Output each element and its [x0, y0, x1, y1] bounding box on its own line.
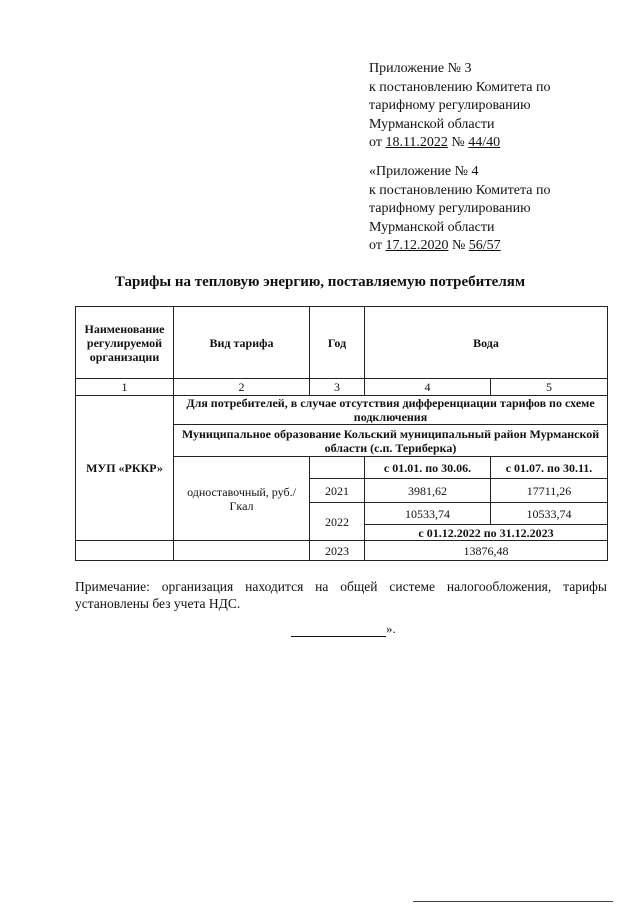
year-cell: 2022 [310, 503, 365, 541]
header-tariff-type: Вид тарифа [174, 307, 310, 379]
col-number: 2 [174, 379, 310, 396]
col-number: 1 [76, 379, 174, 396]
document-title: Тарифы на тепловую энергию, поставляемую потребителям [114, 274, 526, 290]
empty-cell [174, 541, 310, 561]
value-cell: 13876,48 [365, 541, 608, 561]
appendix-4-date-line [369, 237, 619, 256]
date-prefix: от [369, 135, 382, 150]
appendix-3-date: 18.11.2022 [385, 135, 448, 150]
closing-quote: ». [386, 621, 396, 636]
empty-year-cell [310, 457, 365, 479]
appendix-3-number: 44/40 [468, 135, 501, 150]
value-cell: 10533,74 [491, 503, 608, 525]
municipality-cell: Муниципальное образование Кольский муниципальный район Мурманской области (с.п. Териберка) [174, 425, 608, 457]
number-sign: № [451, 135, 465, 150]
column-number-row [76, 379, 608, 396]
date-prefix: от [369, 238, 382, 253]
number-sign: № [451, 238, 466, 253]
org-name-cell: МУП «РККР» [76, 396, 174, 541]
appendix-4-header [369, 163, 619, 256]
empty-cell [76, 541, 174, 561]
closing-mark [291, 621, 396, 637]
year-cell: 2023 [310, 541, 365, 561]
footer-line [413, 901, 613, 902]
year-cell: 2021 [310, 479, 365, 503]
period-2: с 01.07. по 30.11. [491, 457, 608, 479]
col-number: 3 [310, 379, 365, 396]
note-line-2: установлены без учета НДС. [75, 596, 241, 611]
consumers-row [76, 396, 608, 425]
appendix-4-date: 17.12.2020 [385, 238, 449, 253]
appendix-3-line3: тарифному регулированию [369, 98, 531, 113]
closing-underline [291, 624, 386, 637]
value-cell: 3981,62 [365, 479, 491, 503]
table-header-row [76, 307, 608, 379]
col-number: 5 [491, 379, 608, 396]
header-org: Наименование регулируемой организации [76, 307, 174, 379]
table-row-2023 [76, 541, 608, 561]
appendix-4-line4: Мурманской области [369, 219, 495, 235]
value-cell: 10533,74 [365, 503, 491, 525]
header-water: Вода [365, 307, 608, 379]
tariff-table [75, 306, 608, 561]
appendix-4-line2: к постановлению Комитета по [369, 182, 551, 198]
note-line-1: Примечание: организация находится на общей системе налогообложения, тарифы [75, 579, 607, 594]
header-year: Год [310, 307, 365, 379]
value-cell: 17711,26 [491, 479, 608, 503]
appendix-4-line1: «Приложение № 4 [369, 164, 479, 179]
appendix-3-line4: Мурманской области [369, 116, 495, 132]
appendix-4-line3: тарифному регулированию [369, 201, 531, 216]
tariff-kind-cell: одноставочный, руб./Гкал [174, 457, 310, 541]
appendix-3-date-line [369, 134, 619, 153]
consumers-cell: Для потребителей, в случае отсутствия дифференциации тарифов по схеме подключения [174, 396, 608, 425]
appendix-3-line1: Приложение № 3 [369, 61, 472, 76]
period-3: с 01.12.2022 по 31.12.2023 [365, 525, 608, 541]
appendix-3-header [369, 60, 619, 153]
note [75, 578, 607, 612]
appendix-4-number: 56/57 [468, 238, 501, 253]
period-1: с 01.01. по 30.06. [365, 457, 491, 479]
appendix-3-line2: к постановлению Комитета по [369, 79, 551, 95]
col-number: 4 [365, 379, 491, 396]
